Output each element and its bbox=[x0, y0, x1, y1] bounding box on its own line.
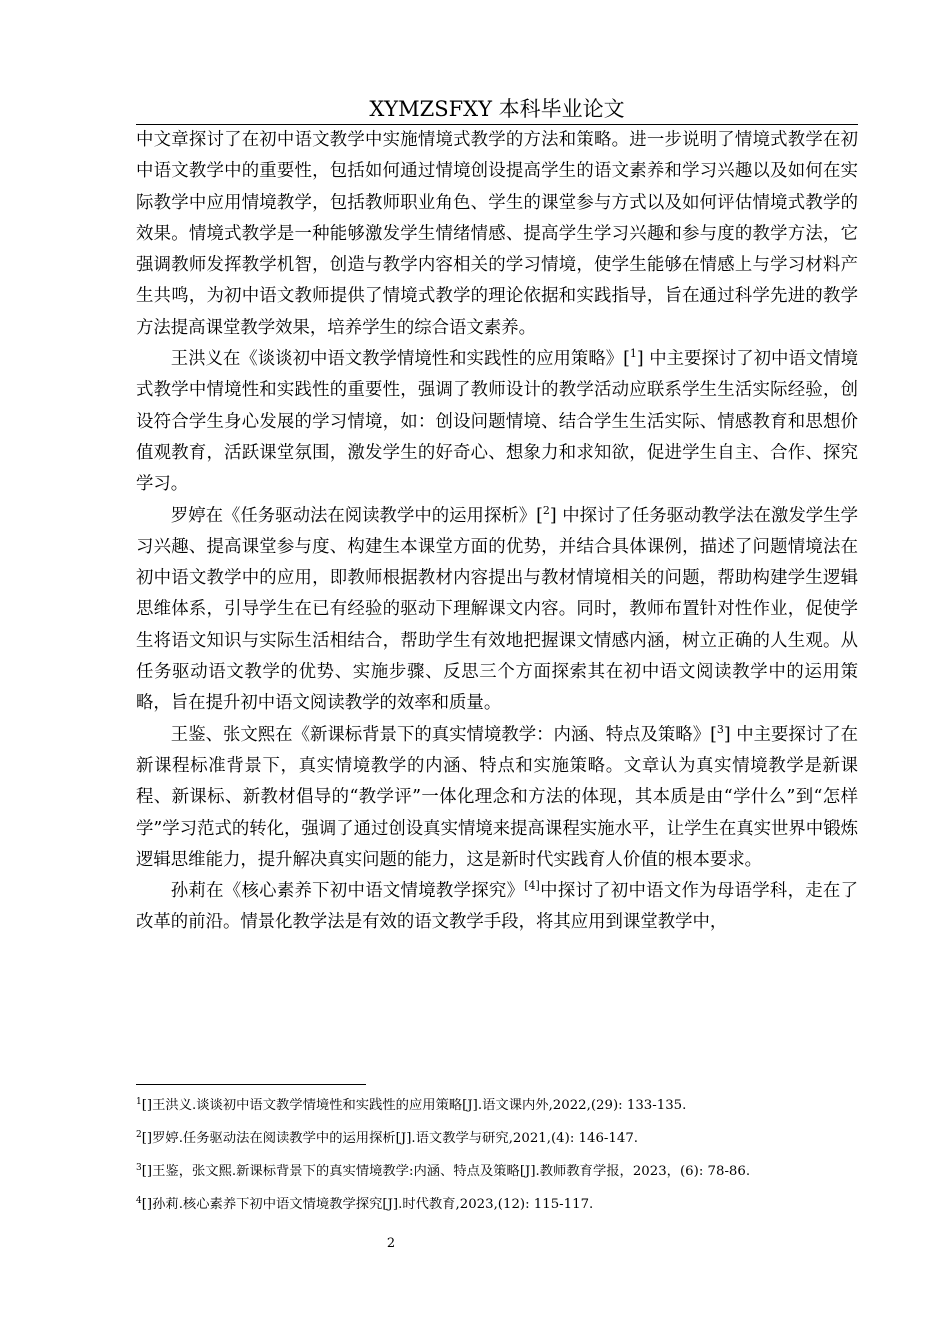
footnote-number: 1 bbox=[136, 1097, 142, 1107]
paragraph-2-text: 王洪义在《谈谈初中语文教学情境性和实践性的应用策略》[ bbox=[170, 349, 630, 370]
paragraph-3-text: 罗婷在《任务驱动法在阅读教学中的运用探析》[ bbox=[170, 505, 543, 526]
footnote-1 bbox=[136, 1095, 858, 1117]
paragraph-5-text-cont: 中探讨了初中语文作为母语学科，走在了改革的前沿。情景化教学法是有效的语文教学手段，将其应用到课堂教学中， bbox=[136, 881, 858, 933]
paragraph-3 bbox=[136, 501, 858, 720]
footnote-divider bbox=[136, 1084, 366, 1085]
citation-4: [4] bbox=[524, 879, 540, 893]
footnote-number: 4 bbox=[136, 1196, 142, 1206]
footnote-text: []王洪义.谈谈初中语文教学情境性和实践性的应用策略[J].语文课内外,2022,(29): 133-135. bbox=[141, 1098, 687, 1113]
footnote-number: 3 bbox=[136, 1163, 142, 1173]
paragraph-2-text-cont: ] 中主要探讨了初中语文情境式教学中情境性和实践性的重要性，强调了教师设计的教学活动应联系学生生活实际经验，创设符合学生身心发展的学习情境，如：创设问题情境、结合学生生活实际、情感教育和思想价值观教育，活跃课堂氛围，激发学生的好奇心、想象力和求知欲，促进学生自主、合作、探究学习。 bbox=[136, 349, 858, 495]
footnote-2 bbox=[136, 1128, 858, 1150]
paragraph-4 bbox=[136, 720, 858, 876]
footnote-text: []罗婷.任务驱动法在阅读教学中的运用探析[J].语文教学与研究,2021,(4): 146-147. bbox=[141, 1131, 639, 1146]
paragraph-1: 中文章探讨了在初中语文教学中实施情境式教学的方法和策略。进一步说明了情境式教学在初中语文教学中的重要性，包括如何通过情境创设提高学生的语文素养和学习兴趣以及如何在实际教学中应用情境教学，包括教师职业角色、学生的课堂参与方式以及如何评估情境式教学的效果。情境式教学是一种能够激发学生情绪情感、提高学生学习兴趣和参与度的教学方法，它强调教师发挥教学机智，创造与教学内容相关的学习情境，使学生能够在情感上与学习材料产生共鸣，为初中语文教师提供了情境式教学的理论依据和实践指导，旨在通过科学先进的教学方法提高课堂教学效果，培养学生的综合语文素养。 bbox=[136, 130, 858, 338]
body-text bbox=[136, 125, 858, 939]
paragraph-5-text: 孙莉在《核心素养下初中语文情境教学探究》 bbox=[170, 881, 525, 902]
paragraph-4-text: 王鉴、张文熙在《新课标背景下的真实情境教学：内涵、特点及策略》[ bbox=[170, 724, 717, 745]
citation-2: 2 bbox=[542, 503, 550, 517]
paragraph-3-text-cont: ] 中探讨了任务驱动教学法在激发学生学习兴趣、提高课堂参与度、构建生本课堂方面的优势，并结合具体课例，描述了问题情境法在初中语文教学中的应用，即教师根据教材内容提出与教材情境相关的问题，帮助构建学生逻辑思维体系，引导学生在已有经验的驱动下理解课文内容。同时，教师布置针对性作业，促使学生将语文知识与实际生活相结合，帮助学生有效地把握课文情感内涵，树立正确的人生观。从任务驱动语文教学的优势、实施步骤、反思三个方面探索其在初中语文阅读教学中的运用策略，旨在提升初中语文阅读教学的效率和质量。 bbox=[136, 505, 858, 714]
footnote-text: []孙莉.核心素养下初中语文情境教学探究[J].时代教育,2023,(12): 115-117. bbox=[141, 1197, 594, 1212]
paragraph-4-text-cont: ] 中主要探讨了在新课程标准背景下，真实情境教学的内涵、特点和实施策略。文章认为真实情境教学是新课程、新课标、新教材倡导的“教学评”一体化理念和方法的体现，其本质是由“学什么”到“怎样学”学习范式的转化，强调了通过创设真实情境来提高课程实施水平，让学生在真实世界中锻炼逻辑思维能力，提升解决真实问题的能力，这是新时代实践育人价值的根本要求。 bbox=[136, 724, 858, 870]
paragraph-2 bbox=[136, 344, 858, 500]
footnote-4 bbox=[136, 1194, 858, 1216]
footnote-number: 2 bbox=[136, 1130, 142, 1140]
page-header: XYMZSFXY 本科毕业论文 bbox=[369, 97, 625, 121]
paragraph-5 bbox=[136, 876, 858, 939]
footnotes bbox=[136, 1095, 858, 1227]
citation-3: 3 bbox=[716, 722, 724, 736]
citation-1: 1 bbox=[629, 347, 637, 361]
page-number: 2 bbox=[386, 1236, 396, 1251]
footnote-3 bbox=[136, 1161, 858, 1183]
footnote-text: []王鉴，张文熙.新课标背景下的真实情境教学:内涵、特点及策略[J].教师教育学报，2023，(6): 78-86. bbox=[141, 1164, 751, 1179]
